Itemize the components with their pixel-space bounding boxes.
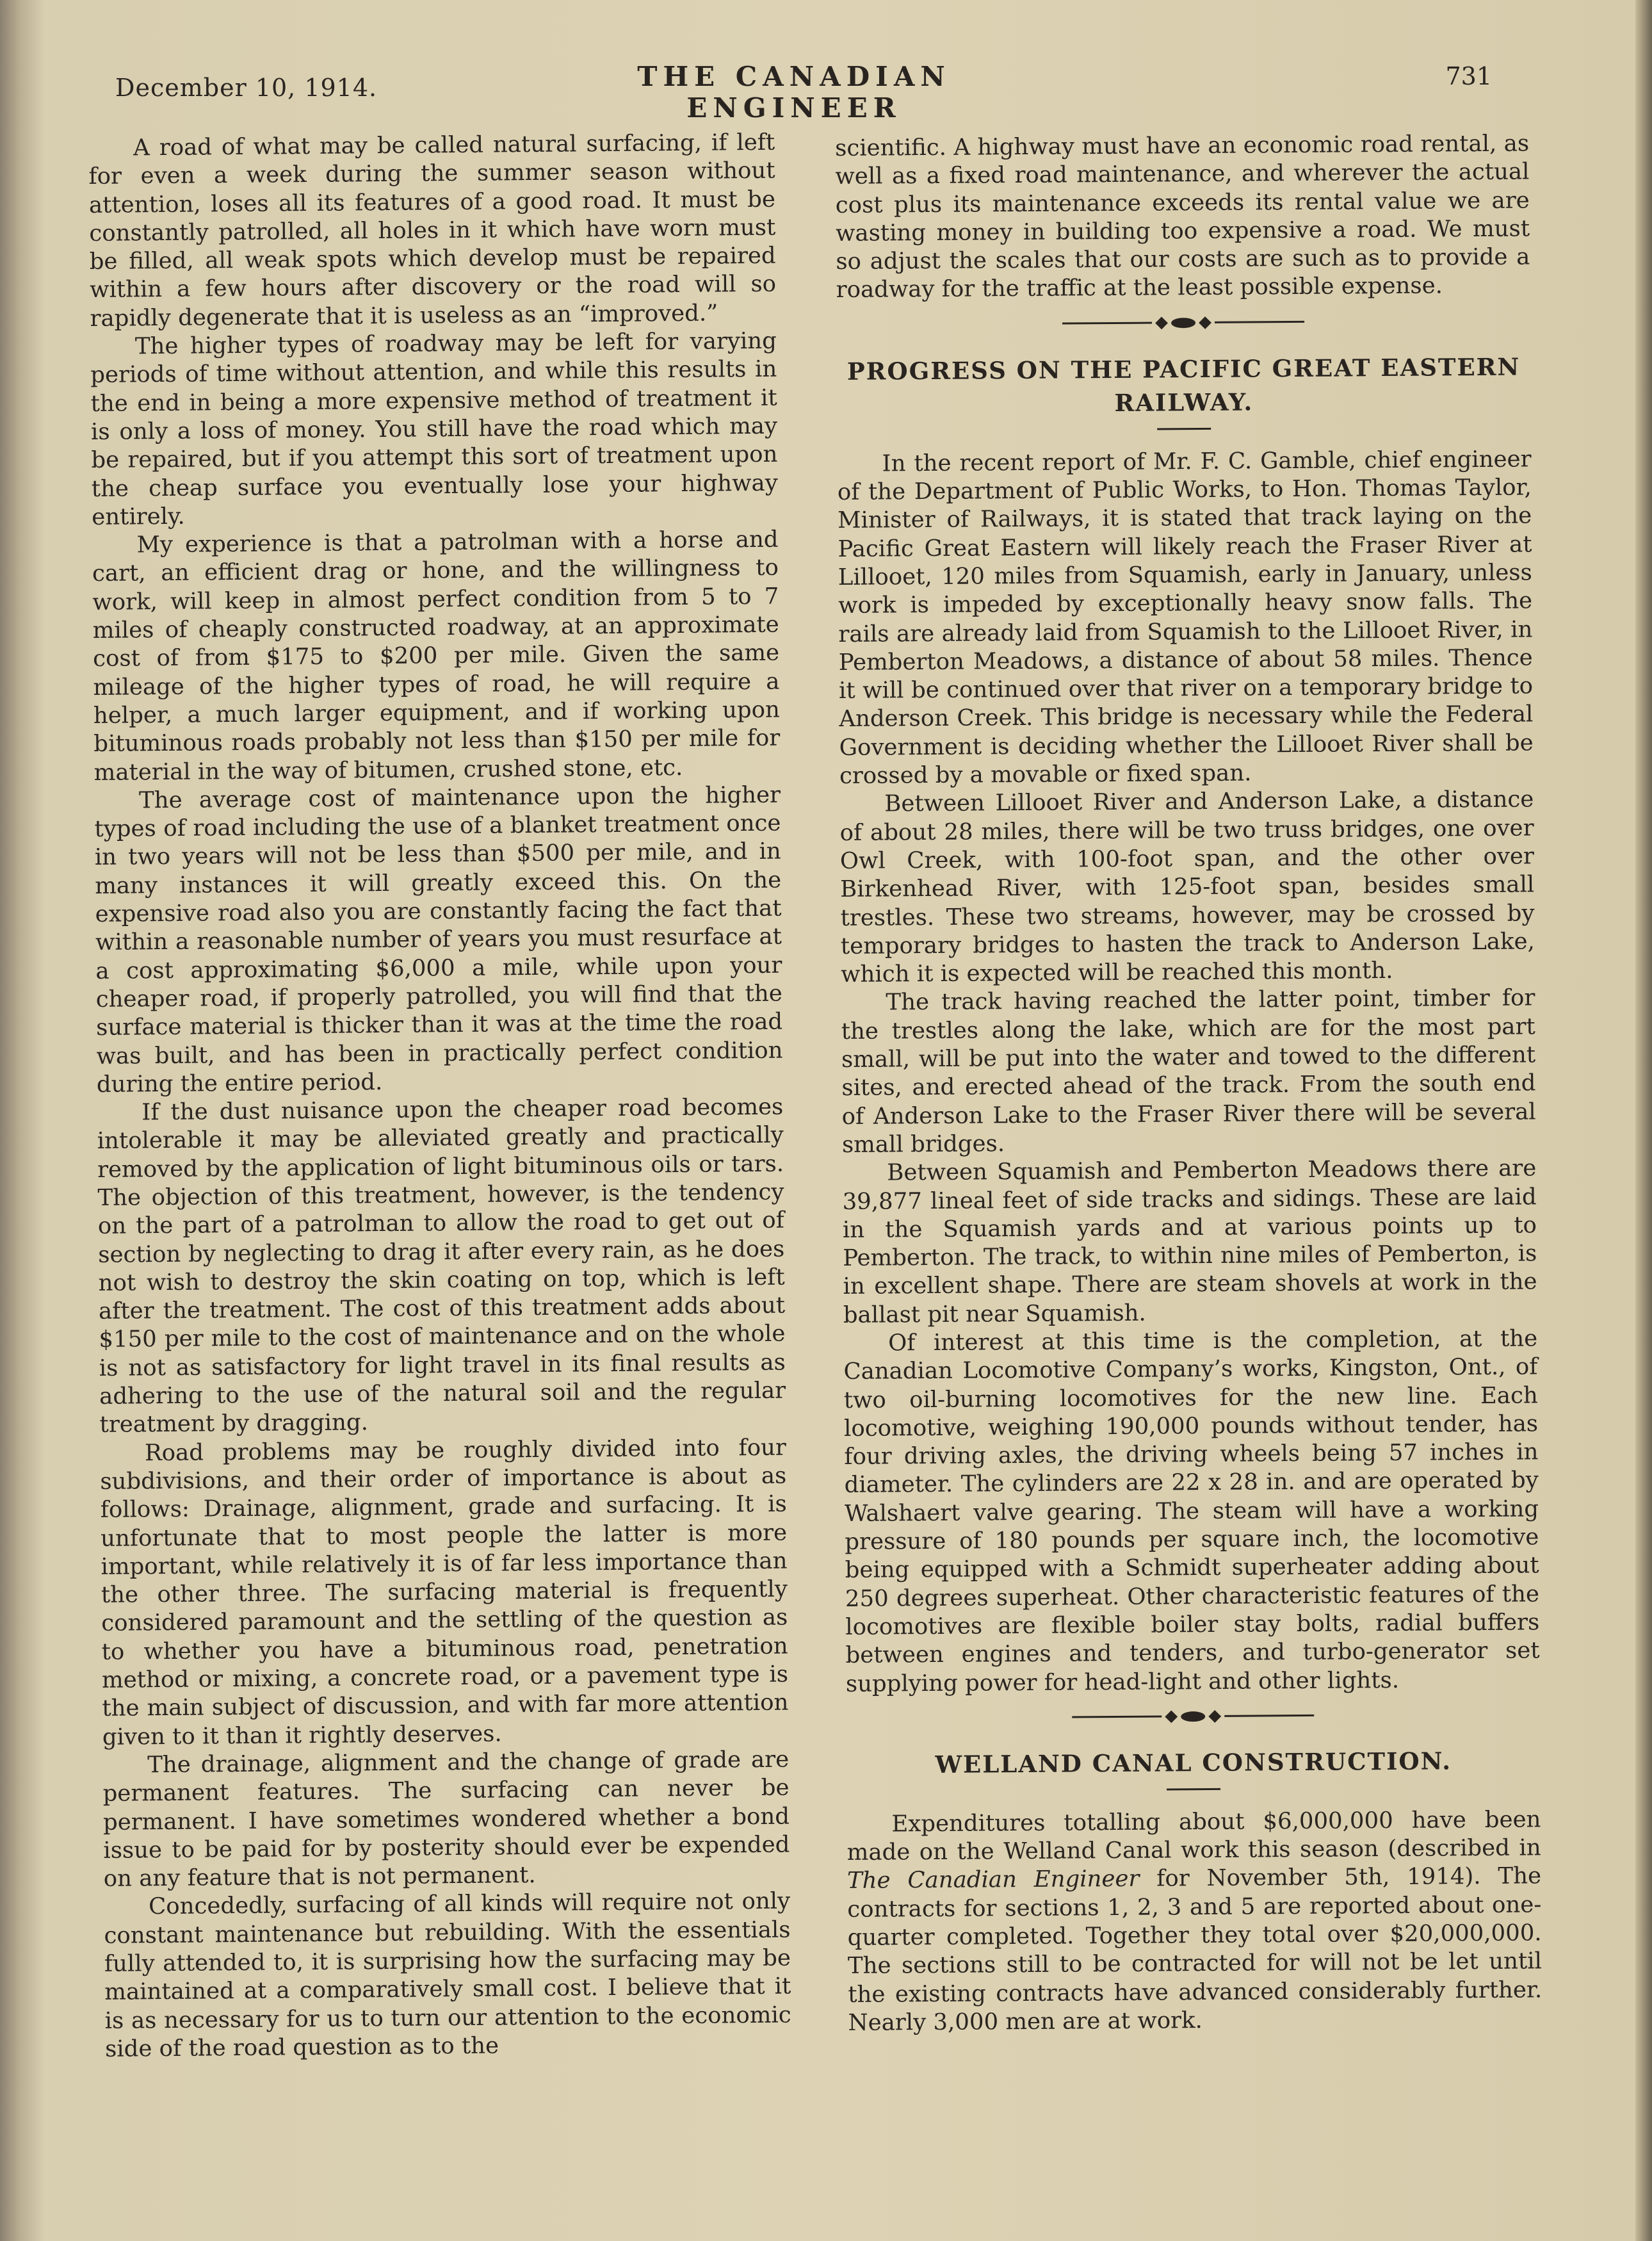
journal-masthead: THE CANADIAN ENGINEER [637, 61, 951, 124]
publication-title: The Canadian Engineer [846, 1866, 1140, 1895]
section-divider-ornament [846, 1700, 1540, 1733]
title-rule [1167, 1788, 1220, 1791]
title-rule [1157, 428, 1211, 430]
text-run: for November 5th, 1914). The contracts for sections 1, 2, 3 and 5 are reported about one-quarter completed. Together they total over $20,000,000. The sections still to be contracted for will not be let until the existing contracts have advanced considerably further. Nearly 3,000 men are at work. [847, 1862, 1543, 2036]
paragraph: The higher types of roadway may be left for varying periods of time without attention, and while this results in the end in being a more expensive method of treatment it is only a loss of money. You still have the road which may be repaired, but if you attempt this sort of treatment upon the cheap surface you eventually lose your highway entirely. [90, 327, 778, 530]
page-number: 731 [1445, 62, 1492, 90]
title-line: RAILWAY. [1114, 387, 1254, 417]
article-title-welland-canal: WELLAND CANAL CONSTRUCTION. [935, 1747, 1452, 1779]
paragraph: The track having reached the latter point, timber for the trestles along the lake, which are for the most part small, will be put into the water and towed to the different sites, and erected ahead of the track. From the south end of Anderson Lake to the Fraser River there will be several small bridges. [841, 984, 1536, 1158]
issue-date: December 10, 1914. [115, 74, 378, 102]
text-run: Expenditures totalling about $6,000,000 have been made on the Welland Canal work this season (described in [846, 1806, 1541, 1866]
paragraph: Between Squamish and Pemberton Meadows there are 39,877 lineal feet of side tracks and sidings. These are laid in the Squamish yards and at various points up to Pemberton. The track, to within nine miles of Pemberton, is in excellent shape. There are steam shovels at work in the ballast pit near Squamish. [842, 1155, 1537, 1328]
paragraph: Concededly, surfacing of all kinds will require not only constant maintenance but rebuilding. With the essentials fully attended to, it is surprising how the surfacing may be maintained at a comparatively small cost. I believe that it is as necessary for us to turn our attention to the economic side of the road question as to the [104, 1887, 791, 2062]
paragraph: In the recent report of Mr. F. C. Gamble, chief engineer of the Department of Public Works, to Hon. Thomas Taylor, Minister of Railways, it is stated that track laying on the Pacific Great Eastern will likely reach the Fraser River at Lillooet, 120 miles from Squamish, early in January, unless work is impeded by exceptionally heavy snow falls. The rails are already laid from Squamish to the Lillooet River, in Pemberton Meadows, a distance of about 58 miles. Thence it will be continued over that river on a temporary bridge to Anderson Creek. This bridge is necessary while the Federal Government is deciding whether the Lillooet River shall be crossed by a movable or fixed span. [837, 446, 1534, 790]
left-column [88, 129, 791, 2064]
title-line: PROGRESS ON THE PACIFIC GREAT EASTERN [846, 352, 1521, 386]
page-edge [1635, 0, 1652, 2241]
paragraph: Road problems may be roughly divided into four subdivisions, and their order of importance is about as follows: Drainage, alignment, grade and surfacing. It is unfortunate that to most people the latter is more important, while relatively it is of far less importance than the other three. The surfacing material is frequently considered paramount and the settling of the question as to whether you have a bituminous road, penetration method or mixing, a concrete road, or a pavement type is the main subject of discussion, and with far more attention given to it than it rightly deserves. [100, 1434, 789, 1750]
right-column [835, 129, 1543, 2037]
paragraph: A road of what may be called natural surfacing, if left for even a week during the summer season without attention, loses all its features of a good road. It must be constantly patrolled, all holes in it which have worn must be filled, all weak spots which develop must be repaired within a few hours after discovery or the road will so rapidly degenerate that it is useless as an “improved.” [88, 129, 777, 332]
paragraph: If the dust nuisance upon the cheaper road becomes intolerable it may be alleviated greatly and practically removed by the application of light bituminous oils or tars. The objection of this treatment, however, is the tendency on the part of a patrolman to allow the road to get out of section by neglecting to drag it after every rain, as he does not wish to destroy the skin coating on top, which is left after the treatment. The cost of this treatment adds about $150 per mile to the cost of maintenance and on the whole is not as satisfactory for light travel in its final results as adhering to the use of the natural soil and the regular treatment by dragging. [97, 1093, 786, 1438]
running-header [115, 61, 1492, 124]
paragraph: Between Lillooet River and Anderson Lake, a distance of about 28 miles, there will be two truss bridges, one over Owl Creek, with 100-foot span, and the other over Birkenhead River, with 125-foot span, besides small trestles. These two streams, however, may be crossed by temporary bridges to hasten the track to Anderson Lake, which it is expected will be reached this month. [839, 786, 1535, 988]
article-title-pacific-great-eastern [836, 350, 1531, 421]
paragraph: Of interest at this time is the completion, at the Canadian Locomotive Company’s works, Kingston, Ont., of two oil-burning locomotives for the new line. Each locomotive, weighing 190,000 pounds without tender, has four driving axles, the driving wheels being 57 inches in diameter. The cylinders are 22 x 28 in. and are operated by Walshaert valve gearing. The steam will have a working pressure of 180 pounds per square inch, the locomotive being equipped with a Schmidt superheater adding about 250 degrees superheat. Other characteristic features of the locomotives are flexible boiler stay bolts, radial buffers between engines and tenders, and turbo-generator set supplying power for head-light and other lights. [843, 1325, 1540, 1697]
paragraph: The drainage, alignment and the change of grade are permanent features. The surfacing can never be permanent. I have sometimes wondered whether a bond issue to be paid for by posterity should ever be expended on any feature that is not permanent. [102, 1746, 790, 1893]
paragraph: My experience is that a patrolman with a horse and cart, an efficient drag or hone, and the willingness to work, will keep in almost perfect condition from 5 to 7 miles of cheaply constructed roadway, at an approximate cost of from $175 to $200 per mile. Given the same mileage of the higher types of road, he will require a helper, a much larger equipment, and if working upon bituminous roads probably not less than $150 per mile for material in the way of bitumen, crushed stone, etc. [92, 526, 781, 786]
continued-paragraph: scientific. A highway must have an economic road rental, as well as a fixed road maintenance, and wherever the actual cost plus its maintenance exceeds its rental value we are wasting money in building too expensive a road. We must so adjust the scales that our costs are such as to provide a roadway for the traffic at the least possible expense. [835, 130, 1530, 304]
section-divider-ornament [836, 306, 1530, 339]
paragraph [846, 1805, 1542, 2037]
paragraph: The average cost of maintenance upon the higher types of road including the use of a blanket treatment once in two years will not be less than $500 per mile, and in many instances it will greatly exceed this. On the expensive road also you are constantly facing the fact that within a reasonable number of years you must resurface at a cost approximating $6,000 a mile, while upon your cheaper road, if properly patrolled, you will find that the surface material is thicker than it was at the time the road was built, and has been in practically perfect condition during the entire period. [94, 781, 783, 1098]
